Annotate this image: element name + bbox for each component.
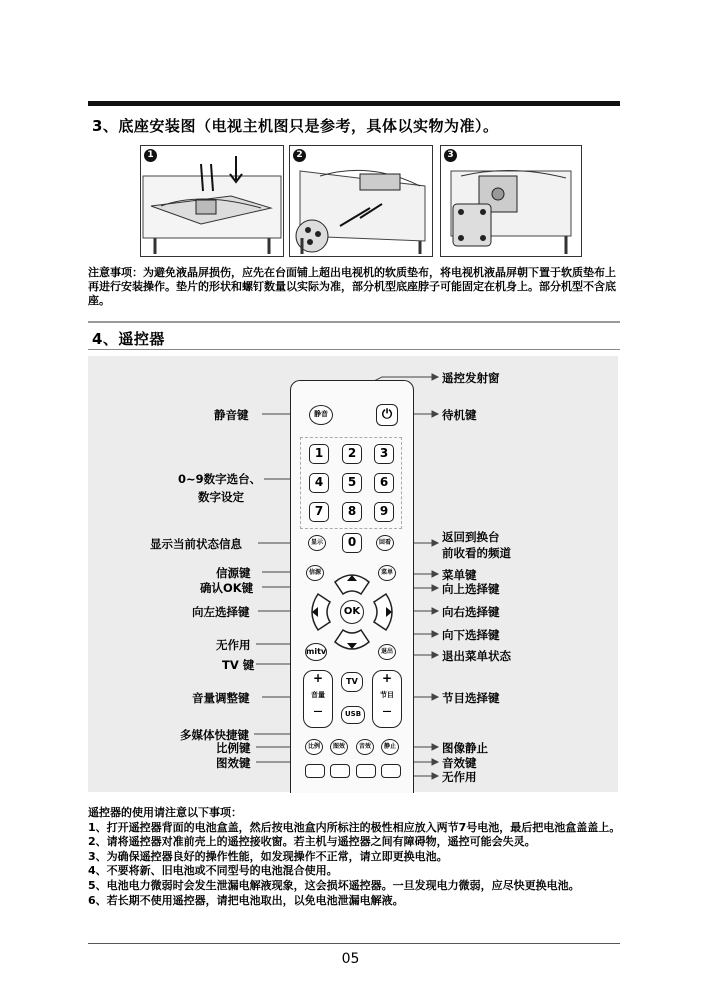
usage-item: 2、请将遥控器对准前壳上的遥控接收窗。若主机与遥控器之间有障碍物，遥控可能会失灵。: [88, 835, 536, 849]
display-button[interactable]: 显示: [308, 535, 326, 551]
freeze-button[interactable]: 静止: [381, 739, 399, 755]
color-button-3[interactable]: [356, 764, 376, 778]
volume-label: 音量: [311, 691, 325, 699]
usage-item: 3、为确保遥控器良好的操作性能，如发现操作不正常，请立即更换电池。: [88, 849, 448, 863]
page-number: 05: [341, 951, 360, 967]
label-left: 向左选择键: [192, 605, 250, 619]
digit-5-button[interactable]: 5: [342, 473, 362, 493]
label-freeze: 图像静止: [442, 741, 488, 755]
label-down: 向下选择键: [442, 628, 500, 642]
usage-item: 5、电池电力微弱时会发生泄漏电解液现象，这会损坏遥控器。一旦发现电力微弱，应尽快更换电池。: [88, 878, 580, 892]
digit-6-button[interactable]: 6: [374, 473, 394, 493]
usage-item: 4、不要将新、旧电池或不同型号的电池混合使用。: [88, 864, 338, 878]
digit-3-button[interactable]: 3: [374, 444, 394, 464]
digit-4-button[interactable]: 4: [309, 473, 329, 493]
digit-8-button[interactable]: 8: [342, 502, 362, 522]
footer-rule: [88, 943, 620, 944]
label-ratio: 比例键: [216, 741, 251, 755]
ok-button[interactable]: OK: [340, 600, 364, 624]
label-standby: 待机键: [442, 408, 477, 422]
label-exit: 退出菜单状态: [442, 649, 511, 663]
section4-title: 4、遥控器: [92, 330, 165, 348]
color-button-4[interactable]: [381, 764, 401, 778]
power-button[interactable]: ⏻: [376, 404, 398, 426]
ratio-button[interactable]: 比例: [305, 739, 323, 755]
volume-up-label: +: [312, 671, 324, 685]
label-volume: 音量调整键: [192, 691, 250, 705]
digit-1-button[interactable]: 1: [309, 444, 329, 464]
label-mute: 静音键: [214, 408, 249, 422]
label-channel: 节目选择键: [442, 691, 500, 705]
color-button-1[interactable]: [305, 764, 325, 778]
recall-button[interactable]: 回看: [376, 535, 394, 551]
channel-label: 节目: [380, 691, 394, 699]
label-unused-left: 无作用: [216, 638, 251, 652]
label-ir-window: 遥控发射窗: [442, 371, 500, 385]
usb-button[interactable]: USB: [341, 706, 365, 724]
label-back-line2: 前收看的频道: [442, 546, 511, 560]
digit-2-button[interactable]: 2: [342, 444, 362, 464]
usage-item: 1、打开遥控器背面的电池盒盖，然后按电池盒内所标注的极性相应放入两节7号电池，最后把电池盒盖盖上。: [88, 820, 621, 834]
mute-button[interactable]: 静音: [309, 405, 333, 425]
color-button-2[interactable]: [330, 764, 350, 778]
step-badge-1: 1: [144, 149, 157, 162]
section3-title: 3、底座安装图（电视主机图只是参考，具体以实物为准）。: [92, 117, 499, 135]
label-unused-right: 无作用: [442, 770, 477, 784]
label-tv: TV 键: [222, 658, 255, 672]
source-button[interactable]: 信源: [306, 565, 324, 581]
label-menu: 菜单键: [442, 568, 477, 582]
tv-button[interactable]: TV: [341, 672, 363, 692]
install-caution-note: 注意事项：为避免液晶屏损伤，应先在台面铺上超出电视机的软质垫布，将电视机液晶屏朝下置于软质垫布上再进行安装操作。垫片的形状和螺钉数量以实际为准，部分机型底座脖子可能固定在机身上。部分机型不含底座。: [88, 266, 616, 307]
digit-7-button[interactable]: 7: [309, 502, 329, 522]
digit-0-button[interactable]: 0: [342, 533, 362, 553]
label-media: 多媒体快捷键: [180, 728, 249, 742]
label-right: 向右选择键: [442, 605, 500, 619]
menu-button[interactable]: 菜单: [378, 565, 396, 581]
step-badge-3: 3: [444, 149, 457, 162]
label-up: 向上选择键: [442, 582, 500, 596]
label-sound: 音效键: [442, 756, 477, 770]
sound-effect-button[interactable]: 音效: [356, 739, 374, 755]
label-picture: 图效键: [216, 756, 251, 770]
usage-title: 遥控器的使用请注意以下事项：: [88, 806, 242, 819]
label-digits-line2: 数字设定: [198, 490, 244, 504]
label-digits-line1: 0~9数字选台、: [178, 472, 262, 486]
step-badge-2: 2: [293, 149, 306, 162]
volume-rocker[interactable]: [303, 670, 333, 728]
picture-effect-button[interactable]: 图效: [330, 739, 348, 755]
mitv-button[interactable]: mitv: [305, 643, 327, 661]
channel-rocker[interactable]: [372, 670, 402, 728]
channel-down-label: —: [382, 707, 392, 717]
volume-down-label: —: [313, 707, 323, 717]
channel-up-label: +: [381, 671, 393, 685]
label-source: 信源键: [216, 566, 251, 580]
label-ok: 确认OK键: [200, 581, 254, 595]
label-back-line1: 返回到换台: [442, 530, 500, 544]
usage-notes: [88, 806, 624, 908]
digit-9-button[interactable]: 9: [374, 502, 394, 522]
usage-item: 6、若长期不使用遥控器，请把电池取出，以免电池泄漏电解液。: [88, 893, 404, 907]
exit-button[interactable]: 退出: [378, 644, 396, 660]
label-info: 显示当前状态信息: [150, 537, 242, 551]
